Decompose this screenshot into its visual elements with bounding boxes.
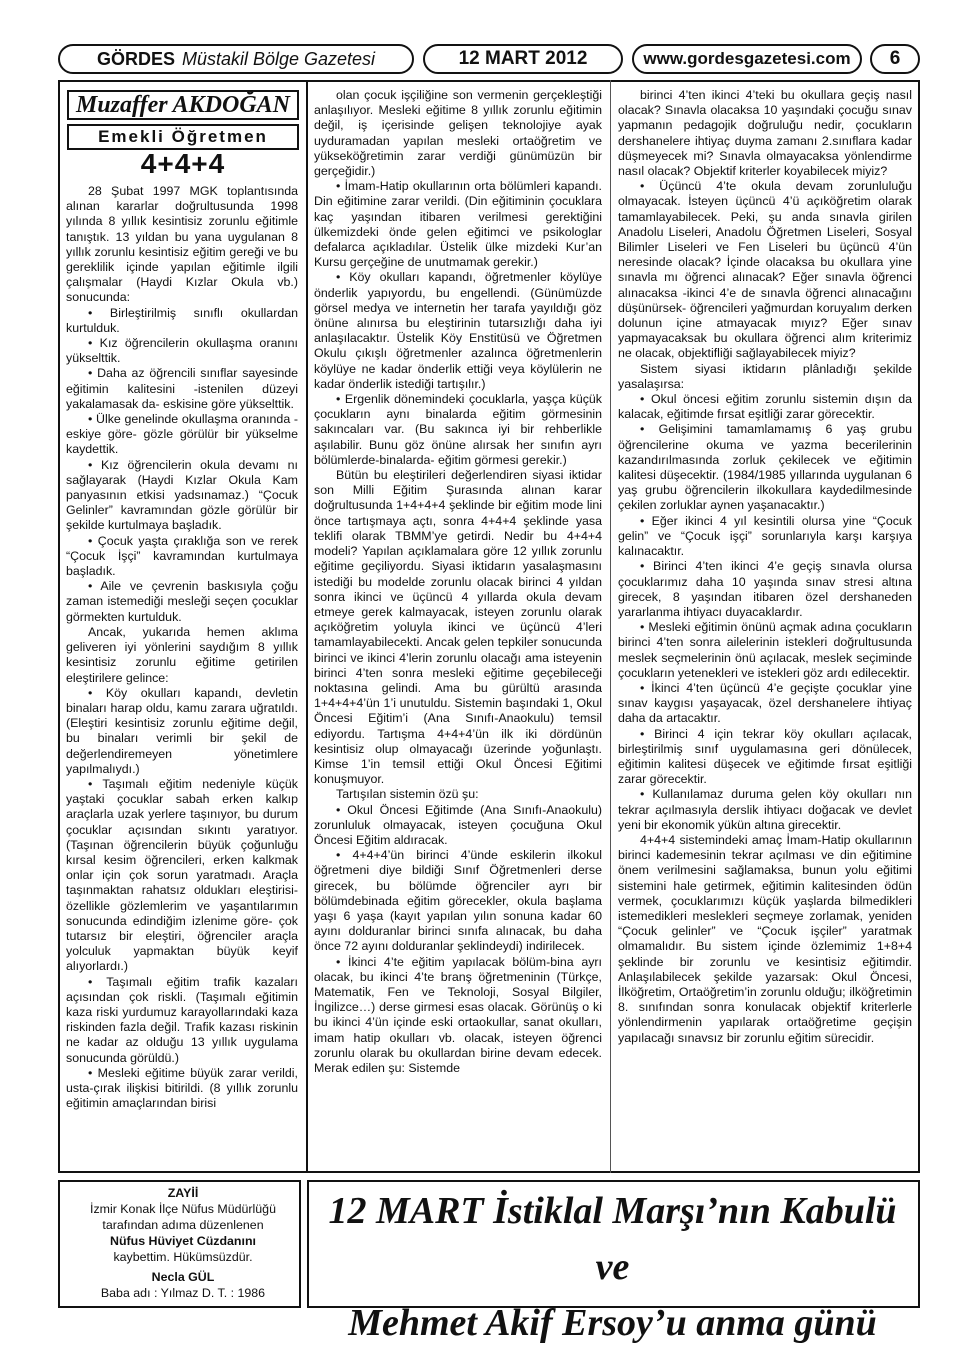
article-paragraph: • Mesleki eğitime büyük zarar verildi, usta-çırak ilişkisi bitirildi. (8 yıllık zorunlu eğitimin amaçlarından birisi [66,1065,298,1111]
article-paragraph: Tartışılan sistemin özü şu: [336,787,479,802]
article-paragraph: • Kız öğrencilerin okullaşma oranını yükselttik. [66,336,298,366]
paper-name: GÖRDES [96,48,175,69]
article-paragraph: • Daha az öğrencili sınıflar sayesinde eğitimin kalitesini -istenilen düzeyi yakalamasak da- eskisine göre yükselttik. [66,366,298,411]
commemoration-banner [309,1183,916,1351]
author-role: Emekli Öğretmen [67,124,299,150]
date-pill [423,44,623,74]
article-paragraph: • Kullanılamaz duruma gelen köy okulları nın tekrar açılmasıyla derslik ihtiyacı doğacak ve devlet yeni bir ekonomik yükün altına girecektir. [618,787,912,832]
article-paragraph: • Eğer ikinci 4 yıl kesintili olursa yine “Çocuk gelin” ve “Çocuk işçi” sorunlarıyla karşı karşıya kalınacaktır. [618,513,912,559]
notice-title: ZAYİİ [167,1186,199,1200]
notice-content [67,1185,299,1301]
paper-name-pill [58,44,414,74]
article-paragraph: Bütün bu eleştirileri değerlendiren siyasi iktidar son Milli Eğitim Şurasında alınan karar doğrultusunda 1+4+4+4 şeklinde bir eğitim mode lini önce tartışmaya açtı, sonra 4+4+4 şeklinde yasa teklifi olarak TBMM’ye getirdi. Nedir bu 4+4+4 modeli? Yapılan açıklamalara göre 12 yıllık zorunlu eğitime geçiliyordu. Siyasi iktidarın yasalaşmasını istediği bu modelde zorunlu olacak birinci 4 yıldan sonra ikinci ve üçüncü 4 yıllarda okula devam etmeye gerek kalmayacak, isteyen zorunlu olarak açıköğretim yoluyla ikinci ve üçüncü 4’leri tamamlayabilecekti. Ancak gelen tepkiler sonucunda birinci ve ikinci 4’lerin zorunlu olacağı ama isteyenin birinci 4’ten sonra mesleki eğitime geçebileceği noktasına gelindi. Ama bu gürültü arasında 1+4+4+4’ün 1’i unutuldu. Sistemin başındaki 1, Okul Öncesi Eğitim’i (Ana Sınıfı-Anaokulu) temsil ediyordu. Tartışma 4+4+4’ün ilk iki dördünün kesintisiz olup olmayacağı üzerinde yoğunlaştı. Kimse 1’in temsil ettiği Okul Öncesi Eğitimi konuşmuyor. [314,468,602,787]
notice-details: Baba adı : Yılmaz D. T. : 1986 [100,1286,266,1300]
notice-name: Necla GÜL [151,1270,215,1284]
article-paragraph: • Okul Öncesi Eğitimde (Ana Sınıfı-Anaokulu) zorunluluk olmayacak, isteyen çocuğuna Okul Öncesi Eğitim aldıracak. [314,802,602,847]
article-title: 4+4+4 [140,148,226,179]
article-paragraph: • Köy okulları kapandı, öğretmenler köylüye önderlik yapıyordu, bu engellendi. (Günümüzde görsel medya ve internetin her tarafa yayıldığı göz önüne alınırsa bu eleştirinin tutarsızlığı daha iyi anlaşılacaktır. Üstelik Köy Enstitüsü ve Öğretmen Okulu çıkışlı öğretmenler azalınca öğretmenlerin köylüye ne kadar önderlik ettiği veya köylülerin ne kadar önderlik istediği tartışılır.) [314,270,602,391]
article-paragraph: • Gelişimini tamamlamamış 6 yaş grubu öğrencilerine okuma ve yazma becerilerinin kazandırılmasında zorluk çekilecek ve eğitimin kalitesi düşecektir. (1984/1985 yıllarında uygulanan 6 yaş grubu öğrencilerin ilkokullara kaydedilmesinde çekilen zorluklar aynen yaşanacaktır.) [618,422,912,513]
article-paragraph: 4+4+4 sistemindeki amaç İmam-Hatip okullarının birinci kademesinin tekrar açılması ve din eğitimine önem verilmesini sağlamaksa, bunun yolu eğitimi sistemini hale getirmek, eğitimin kalitesinden ödün vermek, çocuklarımızı küçük yaşlarda bilmedikleri istemedikleri meslekleri seçmeye zorlamak, yeniden “Çocuk gelinler” ve “Çocuk işçiler” yaratmak olmamalıdır. Bu sistem içinde özlemimiz 1+8+4 şeklinde bir zorunlu ve kesintisiz eğitimdir. Anlaşılabilecek şekilde yazarsak: Okul Öncesi, İlköğretim, Ortaöğretim’in zorunlu olduğu; ilköğretimin 8. sınıfından sonra konulacak objektif kriterlerle yönlendirmenin yapılarak ortaöğretime geçişin yapılacağı sınavsız bir zorunlu eğitim sürecidir. [618,832,912,1045]
issue-date: 12 MART 2012 [458,48,588,69]
article-paragraph: 28 Şubat 1997 MGK toplantısında alınan kararlar doğrultusunda 1998 yılında 8 yıllık kesintisiz zorunlu eğitimle tanıştık. 13 yıldan bu yana uygulanan 8 yıllık zorunlu kesintisiz eğitim gereği ve bu gereklilik içinde yapılan eğitimle ilgili çalışmalar (Haydi Kızlar Okula vb.) sonucunda: [66,184,298,305]
article-column-1 [66,184,298,1168]
article-paragraph: • Ergenlik dönemindeki çocuklarla, yaşça küçük çocukların aynı binalarda eğitim görmesinin sakıncaları var. (Bu sakınca iyi bir rehberlikle aşılabilir. Bunu göz önüne alırsak her sınıfın ayrı bölümlerde-binalarda- eğitim görmesi gerekir.) [314,392,602,467]
article-paragraph: • Kız öğrencilerin okula devamı nı sağlayarak (Haydi Kızlar Okula Kam panyasının etkisi yadsınamaz.) “Çocuk Gelinler” kavramından gözle görülür bir şekilde kurtulmaya başladık. [66,457,298,533]
column-rule [610,80,611,1173]
article-paragraph: • İkinci 4’te eğitim yapılacak bölüm-bina ayrı olacak, bu ikinci 4’te branş öğretmeninin (Türkçe, Matematik, Fen ve Teknoloji, Sosyal Bilgiler, İngilizce…) derse girmesi esas olacak. Görünüş o ki bu ikinci 4’ün içinde eski ortaokullar, sanat okulları, imam hatip okulları vb. olacak, isteyen öğrenci zorunlu olarak bu okullardan birine devam edecek. Merak edilen şu: Sistemde [314,954,602,1075]
column-rule [306,80,308,1173]
article-paragraph: birinci 4’ten ikinci 4’teki bu okullara geçiş nasıl olacak? Sınavla olacaksa 10 yaşındaki çocuğu sınav yapmanın pedagojik doğruluğu nedir, çocukların dershanelere ihtiyaç duyma zamanı 2.sınıflara kadar düşmeyecek mi? Sınavla olmayacaksa yönlendirme nasıl olacak? Objektif kriterler koyabilecek miyiz? [618,88,912,179]
article-paragraph: • Çocuk yaşta çıraklığa son ve rerek “Çocuk İşçi” kavramından kurtulmaya başladık. [66,533,298,579]
article-paragraph: • İkinci 4’ten üçüncü 4’e geçişte çocuklar yine sınav kaygısı yaşayacak, özel dershanelere ihtiyaç daha da artacaktır. [618,680,912,726]
author-name: Muzaffer AKDOĞAN [67,90,299,120]
banner-line: 12 MART İstiklal Marşı’nın Kabulü ve [328,1190,897,1288]
article-paragraph: Sistem siyasi iktidarın plânladığı şekilde yasalaşırsa: [618,361,912,391]
notice-line: kaybettim. Hükümsüzdür. [113,1250,253,1264]
article-column-3 [618,88,912,1168]
banner-line: Mehmet Akif Ersoy’u anma günü [348,1302,877,1344]
website: www.gordesgazetesi.com [643,49,851,68]
paper-subtitle: Müstakil Bölge Gazetesi [181,48,376,69]
notice-line: İzmir Konak İlçe Nüfus Müdürlüğü [90,1202,276,1216]
website-pill [632,44,862,74]
article-paragraph: • Mesleki eğitimin önünü açmak adına çocukların birinci 4’ten sonra ailelerinin istekleri doğrultusunda meslek seçmelerinin önü açılacak, meslek seçiminde çocukların yetenekleri ve istekleri göz ardı edilecektir. [618,620,912,680]
article-paragraph: • Taşımalı eğitim trafik kazaları açısından çok riskli. (Taşımalı eğitimin kaza riski yurdumuz karayollarındaki kaza riskinden fazla değil. Trafik kazası riskinin ne kadar az olduğu 13 yıllık uygulama sonucunda görüldü.) [66,974,298,1065]
article-paragraph: • Birinci 4’ten ikinci 4’e geçiş sınavla olursa çocuklarımız daha 10 yaşında sınav stresi altına girecek, 8 yaşından itibaren özel dershaneden yararlanma ihtiyacı duyacaklardır. [618,559,912,619]
article-paragraph: • 4+4+4’ün birinci 4’ünde eskilerin ilkokul öğretmeni diye bildiği Sınıf Öğretmenleri derse girecek, bu bölümde öğrenciler ayrı bir bölümdebinada eğitim görecekler, okula başlama yaşı 6 yaşa (kayıt yapılan yılın sonuna kadar 60 ayını dolduranlar birinci sınıfa alınacak, bu daha önce 72 ayını dolduranlar şeklindeydi) indirilecek. [314,848,602,954]
article-paragraph: • Üçüncü 4’te okula devam zorunluluğu olmayacak. İsteyen üçüncü 4’ü açıköğretim olarak tamamlayabilecek. Peki, şu anda sınavla girilen Anadolu Liseleri, Anadolu Öğretmen Liseleri, Sosyal Bilimler Liseleri ve Fen Liseleri bu üçüncü 4’ün neresinde olacak? İçinde olacaksa bu okullara yine sınavla mı öğrenci alınacak? Eğer sınavla öğrenci alınacaksa -ikinci 4’e de sınavla öğrenci alınacağını düşünürsek- öğrencileri yağmurdan koruyalım derken dolunun içine atmayacak mıyız? Eğer sınav yapmayacaksak bu okullara öğrenci alım kriterimiz ne olacak, objektifliği sağlayabilecek miyiz? [618,179,912,361]
article-column-2 [314,88,602,1168]
article-paragraph: olan çocuk işçiliğine son vermenin gerçekleştiği anlaşılıyor. Mesleki eğitime 8 yıllık zorunlu eğitimin değil, iş içerisinde gelişen teknolojiye ayak uyduramadan yapılan mesleki ortaöğretim ve yükseköğretimin zarar verdiği günümüzün bir gerçeğidir.) [314,88,602,179]
notice-line: tarafından adıma düzenlenen [102,1218,264,1232]
article-paragraph: • İmam-Hatip okullarının orta bölümleri kapandı. Din eğitimine zarar verildi. (Din eğitiminin çocuklara kaç yaşından itibaren verilmesi gerektiğini ülkemizdeki önde gelen eğitimci ve psikologlar defalarca açıkladılar. Üstelik ülke mizdeki Kur’an Kursu gerçeğine de unutmamak gerekir.) [314,179,602,270]
page-number-pill [870,44,920,74]
article-paragraph: • Okul öncesi eğitim zorunlu sistemin dışın da kalacak, eğitimde fırsat eşitliği zarar görecektir. [618,392,912,422]
notice-line: Nüfus Hüviyet Cüzdanını [110,1234,256,1248]
article-paragraph: • Ülke genelinde okullaşma oranında -eskiye göre- gözle görülür bir yükselme kaydettik. [66,412,298,457]
article-paragraph: • Birinci 4 için tekrar köy okulları açılacak, birleştirilmiş sınıf uygulamasına geri dönülecek, eğitimin kalitesi düşecek ve eğitimde fırsat eşitliği zarar görecektir. [618,726,912,787]
article-paragraph: • Birleştirilmiş sınıflı okullardan kurtulduk. [66,305,298,335]
article-paragraph: • Taşımalı eğitim nedeniyle küçük yaştaki çocuklar sabah erken kalkıp araçlarla uzak yerlere taşınıyor, bu durum çocuklar açısından sıkıntı yaratıyor. (Taşınan öğrencilerin büyük çoğunluğu kırsal kesim öğrencileri, erken kalkmak onlar için çok sorun yaratmadı. Araçla taşınmaktan rahatsız oldukları eleştirisi- özellikle gözlemlerim ve yaşantılarımın sonucunda edindiğim izlenime göre- çok tutarsız bir eleştiri, öğrenciler araçla yolculuk yapmaktan büyük keyif alıyorlardı.) [66,776,298,974]
article-paragraph: • Köy okulları kapandı, devletin binaları harap oldu, kamu zarara uğratıldı. (Eleştiri kesintisiz zorunlu eğitime değil, bu binaları verimli bir şekil de değerlendiremeyen yönetimlere yapılmalıydı.) [66,685,298,776]
article-paragraph: • Aile ve çevrenin baskısıyla çoğu zaman istemediği mesleği seçen çocuklar görmekten kurtulduk. [66,579,298,624]
page-number: 6 [889,48,901,69]
article-paragraph: Ancak, yukarıda hemen aklıma geliveren iyi yönlerini saydığım 8 yıllık kesintisiz zorunlu eğitime getirilen eleştirilere gelince: [66,624,298,685]
